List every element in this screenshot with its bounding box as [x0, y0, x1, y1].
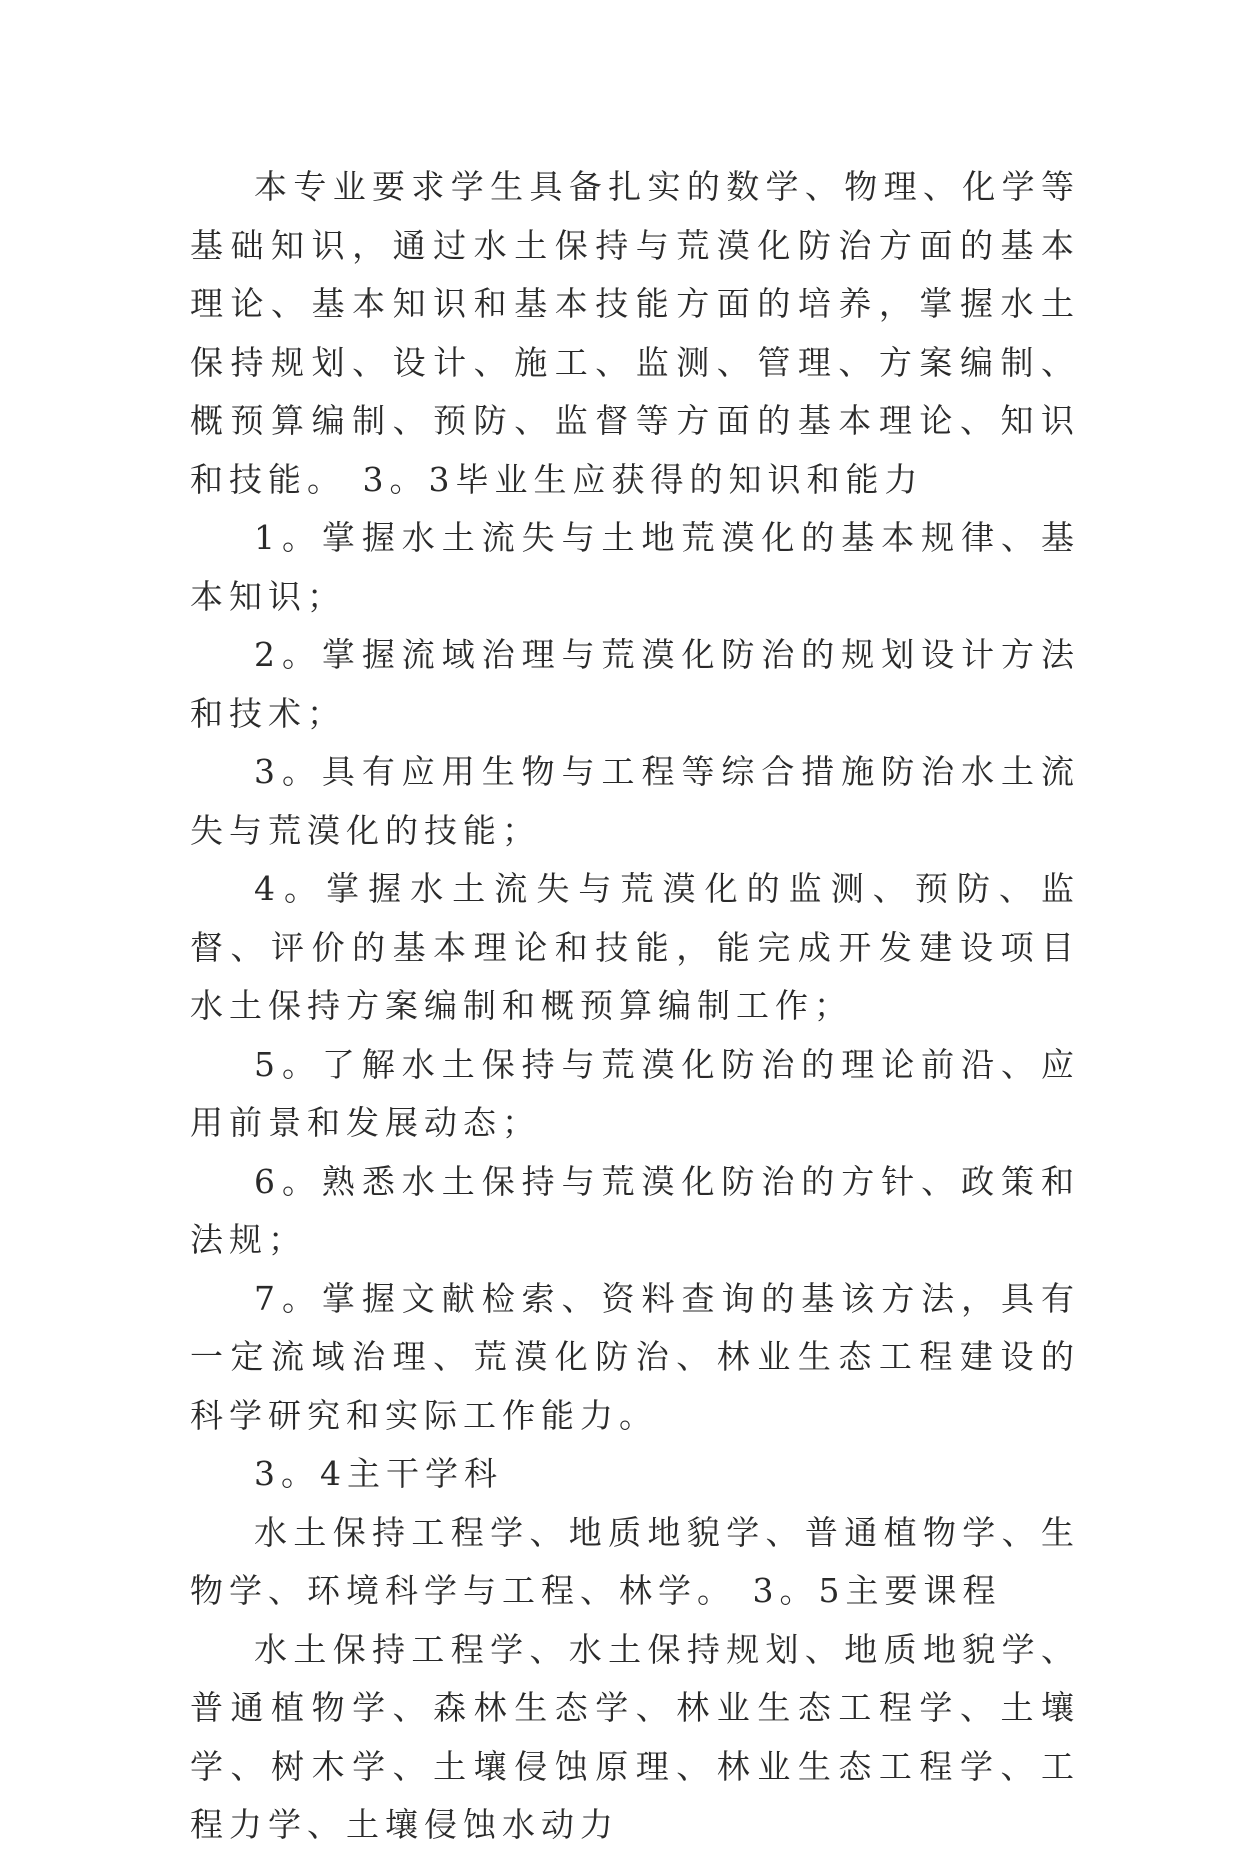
section-heading-main-disciplines: 3。4主干学科 [254, 1454, 503, 1493]
list-item-4: 4。掌握水土流失与荒漠化的监测、预防、监督、评价的基本理论和技能，能完成开发建设项目水土保持方案编制和概预算编制工作； [190, 869, 1080, 1025]
paragraph-main-disciplines: 水土保持工程学、地质地貌学、普通植物学、生物学、环境科学与工程、林学。 3。5主要课程 [190, 1512, 1080, 1610]
paragraph-intro: 本专业要求学生具备扎实的数学、物理、化学等基础知识，通过水土保持与荒漠化防治方面的基本理论、基本知识和基本技能方面的培养，掌握水土保持规划、设计、施工、监测、管理、方案编制、概预算编制、预防、监督等方面的基本理论、知识和技能。 3。3毕业生应获得的知识和能力 [190, 167, 1080, 499]
list-item-7: 7。掌握文献检索、资料查询的基该方法，具有一定流域治理、荒漠化防治、林业生态工程建设的科学研究和实际工作能力。 [190, 1278, 1080, 1435]
list-item-2: 2。掌握流域治理与荒漠化防治的规划设计方法和技术； [190, 635, 1080, 733]
paragraph-main-courses: 水土保持工程学、水土保持规划、地质地貌学、普通植物学、森林生态学、林业生态工程学、土壤学、树木学、土壤侵蚀原理、林业生态工程学、工程力学、土壤侵蚀水动力 [190, 1629, 1080, 1844]
list-item-6: 6。熟悉水土保持与荒漠化防治的方针、政策和法规； [190, 1161, 1080, 1259]
list-item-5: 5。了解水土保持与荒漠化防治的理论前沿、应用前景和发展动态； [190, 1044, 1080, 1142]
list-item-1: 1。掌握水土流失与土地荒漠化的基本规律、基本知识； [190, 518, 1080, 616]
body-text [190, 158, 1080, 1855]
list-item-3: 3。具有应用生物与工程等综合措施防治水土流失与荒漠化的技能； [190, 752, 1080, 850]
